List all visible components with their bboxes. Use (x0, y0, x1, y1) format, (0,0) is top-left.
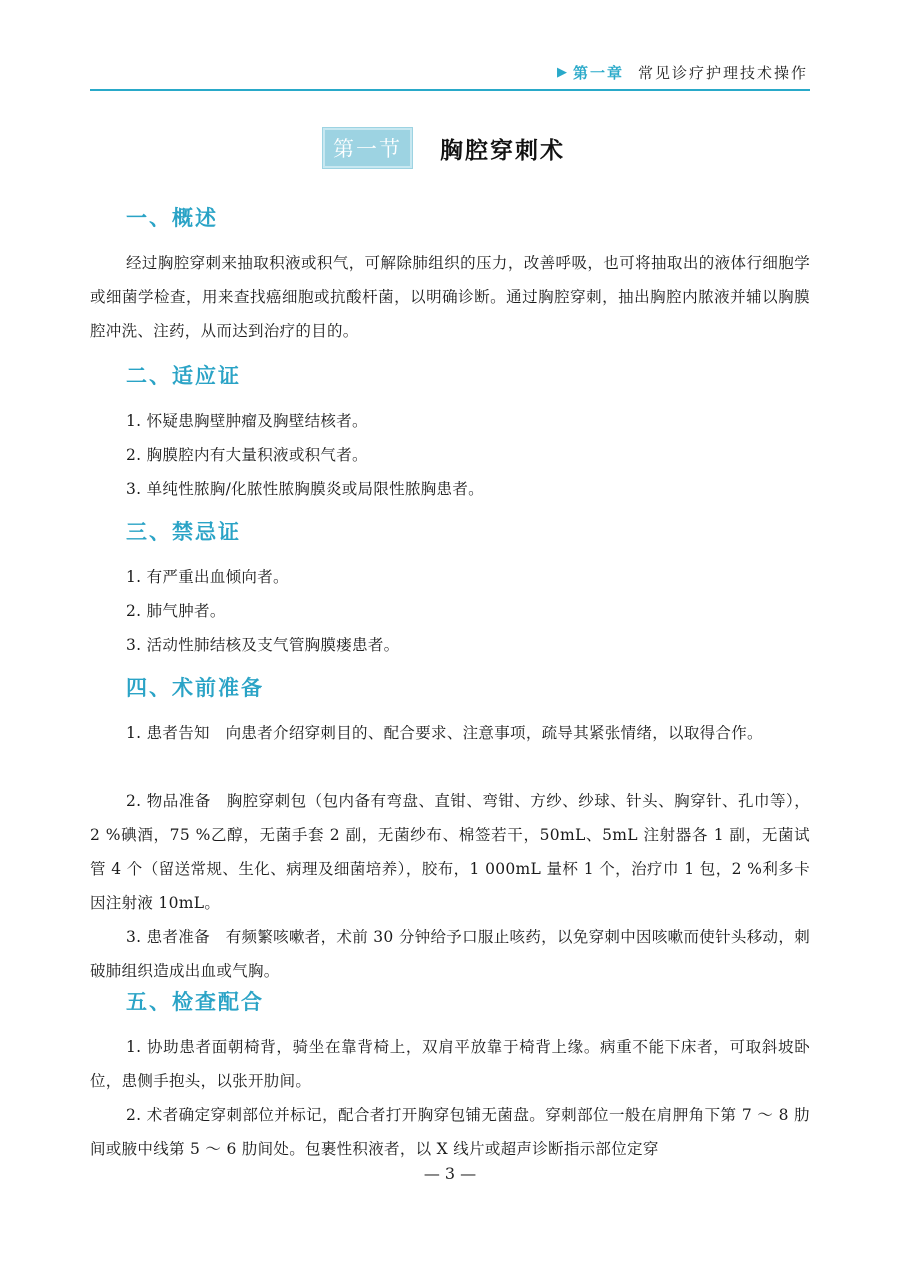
overview-paragraph: 经过胸腔穿刺来抽取积液或积气，可解除肺组织的压力，改善呼吸，也可将抽取出的液体行细胞学或细菌学检查，用来查找癌细胞或抗酸杆菌，以明确诊断。通过胸腔穿刺，抽出胸腔内脓液并辅以胸膜腔冲洗、注药，从而达到治疗的目的。 (90, 254, 810, 340)
heading-cooperation: 五、检查配合 (126, 989, 264, 1014)
header-rule (90, 89, 810, 91)
page-number: — 3 — (423, 1164, 477, 1183)
list-item: 2. 肺气肿者。 (126, 602, 226, 620)
running-head (557, 62, 808, 83)
list-item: 3. 活动性肺结核及支气管胸膜瘘患者。 (126, 636, 400, 654)
preparation-paragraph: 3. 患者准备 有频繁咳嗽者，术前 30 分钟给予口服止咳药，以免穿刺中因咳嗽而使针头移动，刺破肺组织造成出血或气胸。 (90, 928, 810, 980)
heading-overview: 一、概述 (126, 205, 218, 230)
list-item: 3. 单纯性脓胸/化脓性脓胸膜炎或局限性脓胸患者。 (126, 480, 484, 498)
heading-contraindications: 三、禁忌证 (126, 519, 241, 544)
cooperation-paragraph: 2. 术者确定穿刺部位并标记，配合者打开胸穿包铺无菌盘。穿刺部位一般在肩胛角下第 7 ～ 8 肋间或腋中线第 5 ～ 6 肋间处。包裹性积液者，以 X 线片或超声诊断指示部位定穿 (90, 1106, 810, 1158)
cooperation-paragraph: 1. 协助患者面朝椅背，骑坐在靠背椅上，双肩平放靠于椅背上缘。病重不能下床者，可取斜坡卧位，患侧手抱头，以张开肋间。 (90, 1038, 810, 1090)
preparation-paragraph: 2. 物品准备 胸腔穿刺包（包内备有弯盘、直钳、弯钳、方纱、纱球、针头、胸穿针、孔巾等），2 %碘酒，75 %乙醇，无菌手套 2 副，无菌纱布、棉签若干，50mL、5mL 注射器各 1 副，无菌试管 4 个（留送常规、生化、病理及细菌培养），胶布，1 000mL 量杯 1 个，治疗巾 1 包，2 %利多卡因注射液 10mL。 (90, 792, 810, 912)
list-item: 2. 胸膜腔内有大量积液或积气者。 (126, 446, 368, 464)
heading-preparation: 四、术前准备 (126, 675, 264, 700)
chapter-number: 第一章 (572, 64, 624, 82)
play-triangle-icon: ▶ (556, 65, 569, 80)
heading-indications: 二、适应证 (126, 363, 241, 388)
section-title-row (0, 128, 900, 168)
preparation-paragraph: 1. 患者告知 向患者介绍穿刺目的、配合要求、注意事项，疏导其紧张情绪，以取得合作。 (126, 724, 763, 742)
section-badge: 第一节 (323, 128, 412, 168)
chapter-title: 常见诊疗护理技术操作 (637, 64, 808, 82)
section-title: 胸腔穿刺术 (440, 137, 565, 164)
list-item: 1. 有严重出血倾向者。 (126, 568, 289, 586)
list-item: 1. 怀疑患胸壁肿瘤及胸壁结核者。 (126, 412, 368, 430)
